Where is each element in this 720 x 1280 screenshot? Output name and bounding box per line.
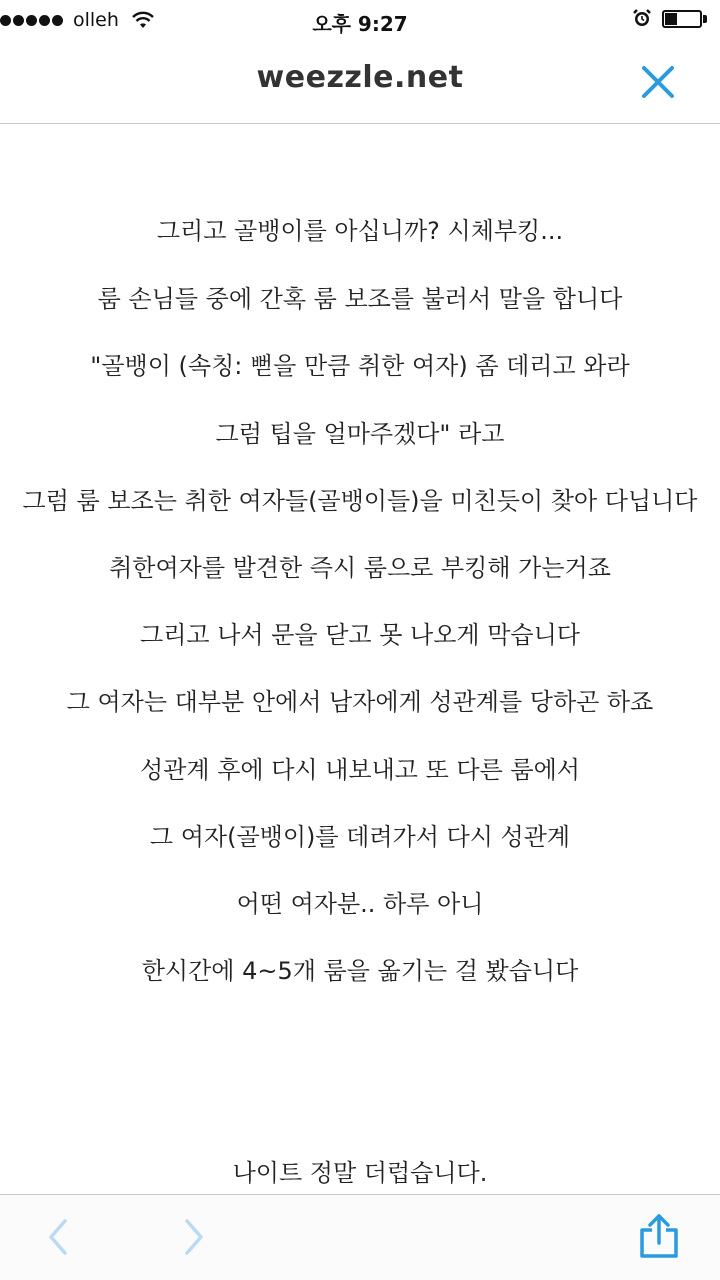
carrier-label: olleh <box>73 9 119 31</box>
alarm-clock-icon <box>632 8 652 28</box>
article-line: 그리고 나서 문을 닫고 못 나오게 막습니다 <box>140 621 580 649</box>
close-icon[interactable] <box>638 62 678 102</box>
share-icon[interactable] <box>638 1213 680 1259</box>
article-line: 어떤 여자분.. 하루 아니 <box>236 890 484 918</box>
article-line: 한시간에 4~5개 룸을 옮기는 걸 봤습니다 <box>141 957 579 985</box>
article-line: 그리고 골뱅이를 아십니까? 시체부킹... <box>156 217 564 245</box>
battery-icon <box>662 8 708 28</box>
bottom-toolbar <box>0 1194 720 1280</box>
article-line: "골뱅이 (속칭: 뻗을 만큼 취한 여자) 좀 데리고 와라 <box>90 352 630 380</box>
article-line: 성관계 후에 다시 내보내고 또 다른 룸에서 <box>140 756 580 784</box>
status-bar <box>0 0 720 40</box>
article-line: 그럼 룸 보조는 취한 여자들(골뱅이들)을 미친듯이 찾아 다닙니다 <box>22 487 698 515</box>
article-line: 룸 손님들 중에 간혹 룸 보조를 불러서 말을 합니다 <box>97 285 623 313</box>
article-line: 그럼 팁을 얼마주겠다" 라고 <box>215 420 505 448</box>
article-line: 취한여자를 발견한 즉시 룸으로 부킹해 가는거죠 <box>109 554 611 582</box>
forward-chevron-icon[interactable] <box>174 1217 214 1257</box>
page-title: weezzle.net <box>256 60 464 95</box>
article-line: 그 여자(골뱅이)를 데려가서 다시 성관계 <box>149 823 571 851</box>
status-time: 오후 9:27 <box>312 12 408 36</box>
nav-bar <box>0 40 720 124</box>
article-line: 그 여자는 대부분 안에서 남자에게 성관계를 당하곤 하죠 <box>66 688 654 716</box>
article-content <box>0 124 720 1194</box>
back-chevron-icon[interactable] <box>38 1217 78 1257</box>
status-right <box>632 8 708 28</box>
article-footer-line: 나이트 정말 더럽습니다. <box>232 1159 488 1187</box>
